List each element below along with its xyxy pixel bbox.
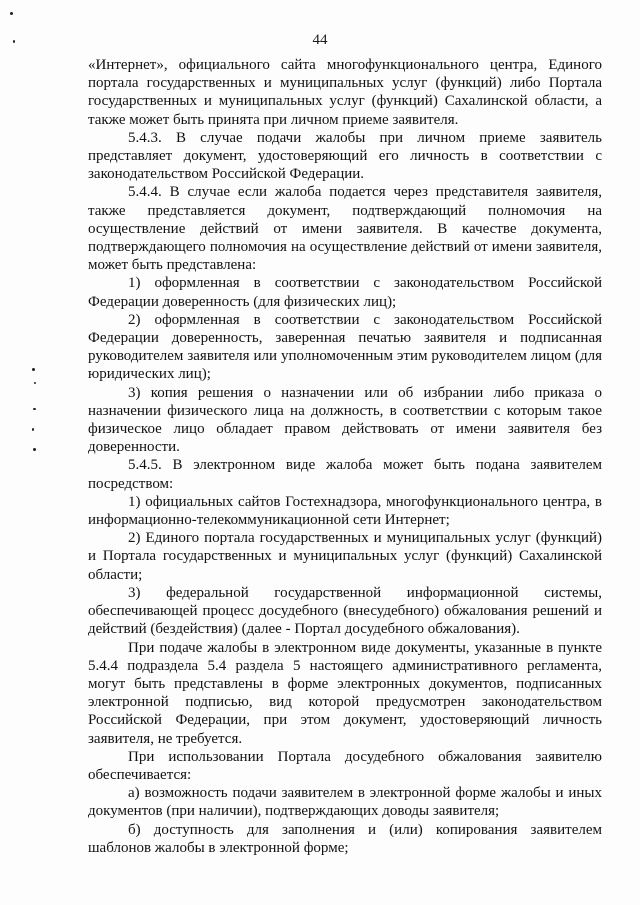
list-item-3: 3) копия решения о назначении или об избрании либо приказа о назначении физического лица на должность, в соответствии с которым такое физическое лицо обладает правом действовать от имени заявителя без доверенности. — [88, 384, 602, 456]
paragraph-electronic-submission: При подаче жалобы в электронном виде документы, указанные в пункте 5.4.4 подраздела 5.4 раздела 5 настоящего административного регламента, могут быть представлены в форме электронных документов, подписанных электронной подписью, вид которой предусмотрен законодательством Российской Федерации, при этом документ, удостоверяющий личность заявителя, не требуется. — [88, 639, 602, 747]
scan-speck — [32, 368, 35, 371]
scan-speck — [10, 12, 13, 15]
paragraph-5-4-5: 5.4.5. В электронном виде жалоба может быть подана заявителем посредством: — [88, 457, 602, 492]
list-item-a: а) возможность подачи заявителем в электронной форме жалобы и иных документов (при наличии), подтверждающих доводы заявителя; — [88, 785, 602, 820]
scan-speck — [34, 382, 36, 384]
scan-speck — [33, 408, 36, 410]
list-item-3: 3) федеральной государственной информационной системы, обеспечивающей процесс досудебного (внесудебного) обжалования решений и действий (бездействия) (далее - Портал досудебного обжалования). — [88, 584, 602, 638]
list-item-2: 2) Единого портала государственных и муниципальных услуг (функций) и Портала государственных и муниципальных услуг (функций) Сахалинской области; — [88, 530, 602, 583]
paragraph-portal-usage: При использовании Портала досудебного обжалования заявителю обеспечивается: — [88, 748, 602, 783]
scan-margin-marks — [0, 0, 60, 905]
paragraph-5-4-3: 5.4.3. В случае подачи жалобы при личном приеме заявитель представляет документ, удостоверяющий его личность в соответствии с законодательством Российской Федерации. — [88, 129, 602, 183]
page-number: 44 — [312, 32, 328, 48]
list-item-b: б) доступность для заполнения и (или) копирования заявителем шаблонов жалобы в электронной форме; — [88, 821, 602, 856]
paragraph-continuation: «Интернет», официального сайта многофункционального центра, Единого портала государственных и муниципальных услуг (функций) либо Портала государственных и муниципальных услуг (функций) Сахалинской области, а также может быть принята при личном приеме заявителя. — [88, 57, 602, 128]
scan-speck — [33, 448, 36, 451]
scan-speck — [13, 40, 15, 43]
list-item-1: 1) оформленная в соответствии с законодательством Российской Федерации доверенность (для физических лиц); — [88, 275, 602, 310]
list-item-2: 2) оформленная в соответствии с законодательством Российской Федерации доверенность, заверенная печатью заявителя и подписанная руководителем заявителя или уполномоченным этим руководителем лицом (для юридических лиц); — [88, 311, 602, 383]
list-item-1: 1) официальных сайтов Гостехнадзора, многофункционального центра, в информационно-телекоммуникационной сети Интернет; — [88, 493, 602, 529]
paragraph-5-4-4: 5.4.4. В случае если жалоба подается через представителя заявителя, также представляется документ, подтверждающий полномочия на осуществление действий от имени заявителя. В качестве документа, подтверждающего полномочия на осуществление действий от имени заявителя, может быть представлена: — [88, 184, 602, 274]
scan-speck — [32, 428, 34, 431]
document-body — [88, 56, 602, 857]
